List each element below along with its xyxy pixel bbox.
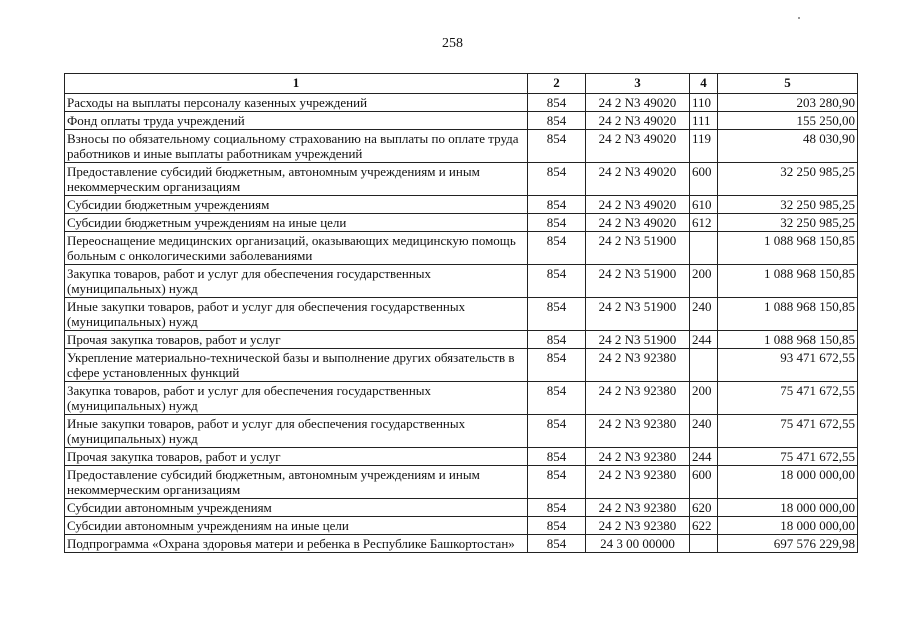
cell-code: 854 [528, 265, 586, 298]
cell-amount: 18 000 000,00 [718, 466, 858, 499]
cell-name: Субсидии автономным учреждениям [65, 499, 528, 517]
cell-type: 622 [690, 517, 718, 535]
cell-article: 24 2 N3 49020 [586, 163, 690, 196]
header-col-2: 2 [528, 74, 586, 94]
table-row [65, 196, 858, 214]
cell-type: 600 [690, 163, 718, 196]
page-number: 258 [442, 36, 463, 51]
cell-type: 111 [690, 112, 718, 130]
cell-name: Предоставление субсидий бюджетным, автономным учреждениям и иным некоммерческим организациям [65, 466, 528, 499]
cell-type: 200 [690, 382, 718, 415]
cell-code: 854 [528, 163, 586, 196]
cell-amount: 18 000 000,00 [718, 499, 858, 517]
cell-type [690, 535, 718, 553]
cell-type: 240 [690, 298, 718, 331]
table-row [65, 331, 858, 349]
cell-name: Закупка товаров, работ и услуг для обеспечения государственных (муниципальных) нужд [65, 382, 528, 415]
cell-name: Закупка товаров, работ и услуг для обеспечения государственных (муниципальных) нужд [65, 265, 528, 298]
cell-article: 24 2 N3 92380 [586, 349, 690, 382]
cell-code: 854 [528, 415, 586, 448]
cell-type: 240 [690, 415, 718, 448]
cell-type: 244 [690, 448, 718, 466]
cell-name: Переоснащение медицинских организаций, оказывающих медицинскую помощь больным с онкологическими заболеваниями [65, 232, 528, 265]
cell-name: Взносы по обязательному социальному страхованию на выплаты по оплате труда работников и иные выплаты работникам учреждений [65, 130, 528, 163]
cell-name: Иные закупки товаров, работ и услуг для обеспечения государственных (муниципальных) нужд [65, 298, 528, 331]
cell-amount: 32 250 985,25 [718, 163, 858, 196]
cell-type: 110 [690, 94, 718, 112]
cell-code: 854 [528, 130, 586, 163]
cell-name: Субсидии автономным учреждениям на иные цели [65, 517, 528, 535]
header-col-3: 3 [586, 74, 690, 94]
cell-amount: 1 088 968 150,85 [718, 265, 858, 298]
table-row [65, 535, 858, 553]
table-body [65, 94, 858, 553]
cell-code: 854 [528, 214, 586, 232]
table-header-row [65, 74, 858, 94]
table-row [65, 130, 858, 163]
table-row [65, 349, 858, 382]
cell-type [690, 232, 718, 265]
cell-type: 200 [690, 265, 718, 298]
cell-type: 610 [690, 196, 718, 214]
cell-article: 24 2 N3 92380 [586, 382, 690, 415]
cell-code: 854 [528, 112, 586, 130]
cell-article: 24 2 N3 92380 [586, 415, 690, 448]
table-row [65, 415, 858, 448]
table-row [65, 517, 858, 535]
cell-code: 854 [528, 196, 586, 214]
cell-name: Расходы на выплаты персоналу казенных учреждений [65, 94, 528, 112]
cell-name: Подпрограмма «Охрана здоровья матери и ребенка в Республике Башкортостан» [65, 535, 528, 553]
cell-type: 600 [690, 466, 718, 499]
cell-article: 24 2 N3 49020 [586, 214, 690, 232]
cell-code: 854 [528, 535, 586, 553]
cell-article: 24 2 N3 51900 [586, 232, 690, 265]
cell-article: 24 2 N3 92380 [586, 499, 690, 517]
cell-amount: 18 000 000,00 [718, 517, 858, 535]
cell-article: 24 2 N3 49020 [586, 130, 690, 163]
cell-article: 24 3 00 00000 [586, 535, 690, 553]
budget-table [64, 73, 858, 553]
cell-article: 24 2 N3 51900 [586, 331, 690, 349]
cell-article: 24 2 N3 92380 [586, 448, 690, 466]
cell-article: 24 2 N3 49020 [586, 94, 690, 112]
table-row [65, 232, 858, 265]
cell-amount: 203 280,90 [718, 94, 858, 112]
table-row [65, 94, 858, 112]
cell-article: 24 2 N3 92380 [586, 466, 690, 499]
cell-code: 854 [528, 448, 586, 466]
cell-name: Укрепление материально-технической базы и выполнение других обязательств в сфере установленных функций [65, 349, 528, 382]
cell-name: Предоставление субсидий бюджетным, автономным учреждениям и иным некоммерческим организациям [65, 163, 528, 196]
cell-code: 854 [528, 298, 586, 331]
cell-amount: 93 471 672,55 [718, 349, 858, 382]
table-row [65, 163, 858, 196]
cell-code: 854 [528, 331, 586, 349]
cell-name: Прочая закупка товаров, работ и услуг [65, 448, 528, 466]
cell-amount: 75 471 672,55 [718, 415, 858, 448]
table-row [65, 466, 858, 499]
cell-code: 854 [528, 517, 586, 535]
table-row [65, 499, 858, 517]
cell-article: 24 2 N3 51900 [586, 265, 690, 298]
table-row [65, 448, 858, 466]
cell-name: Иные закупки товаров, работ и услуг для обеспечения государственных (муниципальных) нужд [65, 415, 528, 448]
cell-name: Субсидии бюджетным учреждениям на иные цели [65, 214, 528, 232]
cell-amount: 48 030,90 [718, 130, 858, 163]
table-row [65, 265, 858, 298]
cell-amount: 1 088 968 150,85 [718, 232, 858, 265]
cell-amount: 32 250 985,25 [718, 214, 858, 232]
cell-amount: 32 250 985,25 [718, 196, 858, 214]
cell-code: 854 [528, 349, 586, 382]
cell-name: Прочая закупка товаров, работ и услуг [65, 331, 528, 349]
cell-article: 24 2 N3 49020 [586, 112, 690, 130]
cell-article: 24 2 N3 51900 [586, 298, 690, 331]
cell-type: 244 [690, 331, 718, 349]
cell-code: 854 [528, 499, 586, 517]
cell-type: 620 [690, 499, 718, 517]
cell-amount: 1 088 968 150,85 [718, 298, 858, 331]
header-col-4: 4 [690, 74, 718, 94]
cell-name: Фонд оплаты труда учреждений [65, 112, 528, 130]
cell-name: Субсидии бюджетным учреждениям [65, 196, 528, 214]
cell-amount: 75 471 672,55 [718, 448, 858, 466]
cell-amount: 697 576 229,98 [718, 535, 858, 553]
cell-amount: 1 088 968 150,85 [718, 331, 858, 349]
header-col-1: 1 [65, 74, 528, 94]
header-col-5: 5 [718, 74, 858, 94]
cell-amount: 75 471 672,55 [718, 382, 858, 415]
cell-article: 24 2 N3 92380 [586, 517, 690, 535]
cell-type: 119 [690, 130, 718, 163]
cell-code: 854 [528, 466, 586, 499]
table-row [65, 382, 858, 415]
cell-type [690, 349, 718, 382]
cell-type: 612 [690, 214, 718, 232]
cell-code: 854 [528, 232, 586, 265]
scan-speck [798, 17, 800, 19]
table-row [65, 298, 858, 331]
cell-code: 854 [528, 382, 586, 415]
cell-amount: 155 250,00 [718, 112, 858, 130]
table-row [65, 112, 858, 130]
table-row [65, 214, 858, 232]
cell-article: 24 2 N3 49020 [586, 196, 690, 214]
cell-code: 854 [528, 94, 586, 112]
